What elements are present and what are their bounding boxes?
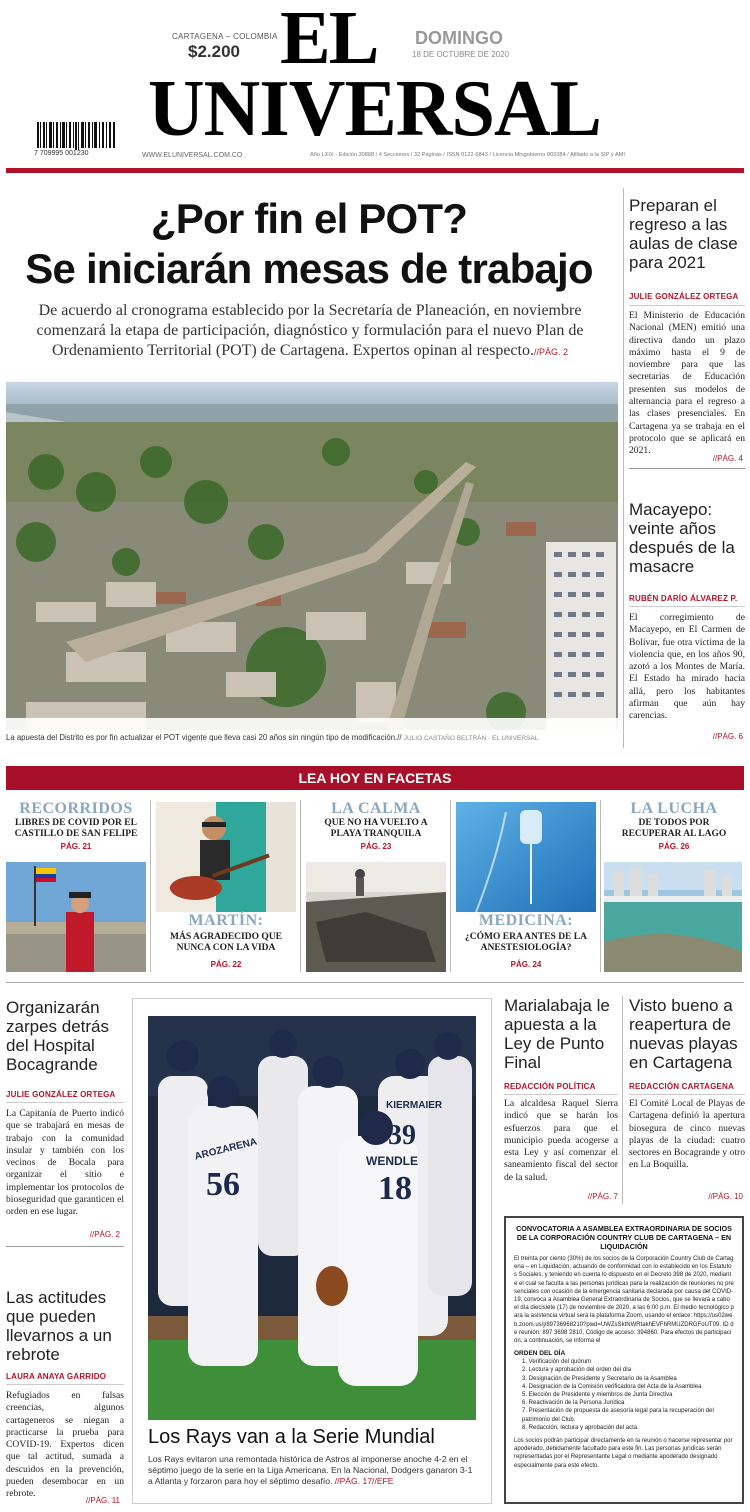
mid-story1-page[interactable]: //PÁG. 7 [587, 1192, 618, 1201]
facet-title: LA CALMA [331, 800, 421, 817]
left-story2-byline: LAURA ANAYA GARRIDO [6, 1372, 107, 1381]
jersey-name-wendle: WENDLE [366, 1154, 418, 1168]
notice-agenda-item: 4. Designación de la Comisión verificadora del Acta de la Asamblea [522, 1383, 702, 1390]
mid-story1-byline: REDACCIÓN POLÍTICA [504, 1082, 596, 1091]
left-story2-title[interactable]: Las actitudes que pueden llevarnos a un rebrote [6, 1288, 112, 1364]
jersey-56: 56 [206, 1166, 240, 1203]
mid-story2-title[interactable]: Visto bueno a reapertura de nuevas playas en Cartagena [629, 996, 738, 1072]
barcode [36, 122, 116, 150]
mid-story1-title[interactable]: Marialabaja le apuesta a la Ley de Punto Final [504, 996, 610, 1072]
masthead-rule [6, 168, 744, 173]
masthead-logo-bottom: UNIVERSAL [148, 65, 601, 153]
jersey-39: 39 [388, 1120, 416, 1151]
right-col-divider [623, 188, 624, 748]
sports-body [148, 1454, 478, 1487]
left-story1-rule [6, 1102, 124, 1103]
facet-recorridos[interactable] [6, 798, 146, 974]
facet-title: RECORRIDOS [19, 800, 133, 817]
right-story1-title[interactable]: Preparan el regreso a las aulas de clase para 2021 [629, 196, 738, 272]
facet-page: PÁG. 23 [360, 842, 392, 851]
jersey-18: 18 [378, 1170, 412, 1207]
right-story1-byline: JULIE GONZÁLEZ ORTEGA [629, 292, 739, 301]
barcode-graphic [36, 122, 116, 150]
facet-photo-beach [306, 862, 446, 972]
facet-page: PÁG. 21 [60, 842, 92, 851]
right-story2-byline: RUBÉN DARÍO ÁLVAREZ P. [629, 594, 738, 603]
facet-page: PÁG. 24 [510, 960, 542, 969]
lead-photo-caption [6, 733, 618, 742]
facet-title: LA LUCHA [630, 800, 718, 817]
notice-agenda-item: 2. Lectura y aprobación del orden del día [522, 1367, 632, 1374]
lead-deck [20, 301, 600, 362]
facet-page: PÁG. 26 [658, 842, 690, 851]
jersey-name-kiermaier: KIERMAIER [386, 1100, 443, 1111]
sports-body-text: Los Rays evitaron una remontada histórica de Astros al imponerse anoche 4-2 en el séptimo juego de la serie en la Liga Americana. En la Nacional, Dodgers ganaron 3-1 a Atlanta y forzaron para hoy el séptimo desafío. [148, 1454, 473, 1486]
facet-photo-musician [156, 802, 296, 912]
notice-intro: El treinta por ciento (30%) de los socios de la Corporación Country Club de Cartagena – en Liquidación, actuando de conformidad con lo establecido en los Estatutos Sociales, y teniendo en cuenta lo dispuesto en el Decreto 398 de 2020, mediante el cual se faculta a las personas jurídicas para la realización de reuniones no presenciales con ocasión de la emergencia sanitaria declarada por causa del COVID-19, convoca a Asamblea General Extraordinaria de Socios, que se llevará a cabo el día diecisiete (17) de noviembre de 2020, a las 6:00 p.m. El medio tecnológico para la asistencia virtual será la plataforma Zoom, usando el enlace: https://us02web.zoom.us/j/89736968210?pwd=UWZsSktNWRtakhEVFhRMUZDRGFoUT09, ID de reunión: 897 3698 2810, Código de acceso: 394860. Para efectos de participación, a continuación, se informa el [514, 1256, 734, 1345]
facet-subtitle: ¿CÓMO ERA ANTES DE LA ANESTESIOLOGÍA? [465, 932, 587, 953]
masthead-logo-top: EL [280, 0, 378, 80]
lead-deck-text: De acuerdo al cronograma establecido por la Secretaría de Planeación, en noviembre comenzará la etapa de participación, diagnóstico y formulación para el nuevo Plan de Ordenamiento Territorial (POT) de Cartagena. Expertos opinan al respecto. [36, 302, 584, 359]
facet-photo-iv-drip [456, 802, 596, 912]
masthead-city: CARTAGENA – COLOMBIA [172, 32, 278, 41]
facet-title: MEDICINA: [478, 912, 574, 929]
jersey-name-arozarena: AROZARENA [193, 1136, 259, 1163]
left-story2-body: Refugiados en falsas creencias, algunos cartageneros se niegan a practicarse la prueba para COVID-19. Expertos dicen que tal actitud, sumada a descuidos en la prevención, pueden desembocar en un rebrote. [6, 1390, 124, 1500]
notice-title: CONVOCATORIA A ASAMBLEA EXTRAORDINARIA DE SOCIOS DE LA CORPORACIÓN COUNTRY CLUB DE CARTAGENA – EN LIQUIDACIÓN [516, 1224, 732, 1251]
notice-agenda-item: 8. Redacción, lectura y aprobación del acta. [522, 1424, 639, 1431]
facet-subtitle: DE TODOS POR RECUPERAR AL LAGO [621, 818, 727, 839]
right-story1-body: El Ministerio de Educación Nacional (MEN) emitió una directiva dando un plazo máximo hasta el 9 de noviembre para que las secretarías de Educación presenten sus modelos de alternancia para el regreso a las clases presenciales. En Cartagena ya se trabaja en el protocolo que se aplicará en 2021. [629, 310, 745, 457]
right-story1-page[interactable]: //PÁG. 4 [712, 454, 743, 463]
lead-headline-2[interactable]: Se iniciarán mesas de trabajo [25, 245, 593, 292]
facetas-banner[interactable]: LEA HOY EN FACETAS [6, 766, 744, 790]
facet-la-lucha[interactable] [604, 798, 744, 974]
facet-subtitle: QUE NO HA VUELTO A PLAYA TRANQUILA [324, 818, 428, 839]
right-story-separator [629, 468, 745, 469]
assembly-notice [504, 1216, 744, 1504]
notice-agenda-item: 5. Elección de Presidente y miembros de Junta Directiva [522, 1392, 673, 1399]
facet-la-calma[interactable] [306, 798, 446, 974]
left-story-separator [6, 1246, 124, 1247]
barcode-number: 7 709995 001230 [34, 150, 89, 157]
right-story2-body: El corregimiento de Macayepo, en El Carmen de Bolívar, fue otra víctima de la violencia que, en los años 90, azotó a los Montes de María. El Estado ha mirado hacia allá, pero los habitantes afirman que aún hay carencias. [629, 612, 745, 722]
facet-photo-castle [6, 862, 146, 972]
right-story2-page[interactable]: //PÁG. 6 [712, 732, 743, 741]
notice-footer: Los socios podrán participar directamente en la reunión o hacerse representar por apoderado, debidamente facultado para este fin. Las personas jurídicas serán representadas por el Representante Legal o mediante apoderado designado especialmente para este efecto. [514, 1438, 733, 1469]
facet-photo-lake [604, 862, 742, 972]
sports-headline[interactable]: Los Rays van a la Serie Mundial [148, 1426, 435, 1448]
masthead-edition-info: Año LXIX - Edición 30888 / 4 Secciones / 32 Páginas / ISSN 0122-6843 / Licencia Mingobierno 003384 / Afiliado a la SIP y AMI [310, 152, 625, 158]
masthead-price: $2.200 [188, 42, 240, 61]
masthead-date: 18 DE OCTUBRE DE 2020 [412, 50, 509, 59]
facet-divider-3 [450, 800, 451, 972]
facetas-bottom-rule [6, 982, 744, 983]
mid-story2-rule [629, 1094, 745, 1095]
right-story2-title[interactable]: Macayepo: veinte años después de la masacre [629, 500, 735, 576]
facet-subtitle: LIBRES DE COVID POR EL CASTILLO DE SAN FELIPE [14, 818, 138, 839]
mid-divider [622, 996, 623, 1204]
facet-subtitle: MÁS AGRADECIDO QUE NUNCA CON LA VIDA [170, 932, 282, 953]
facet-page: PÁG. 22 [210, 960, 242, 969]
mid-story2-body: El Comité Local de Playas de Cartagena definió la apertura biosegura de cinco nuevas playas de la ciudad: cuatro sectores en Bocagrande y otro en La Boquilla. [629, 1098, 745, 1171]
left-story1-body: La Capitanía de Puerto indicó que se trabajará en mesas de trabajo con la comunidad insular y también con los vecinos de Bocala para organizar el sitio e implementar los protocolos de bioseguridad que garanticen el orden en ese lugar. [6, 1108, 124, 1218]
aerial-city-illustration [6, 382, 618, 730]
facet-martin[interactable] [156, 798, 296, 974]
notice-agenda-item: 7. Presentación de propuesta de asesoría legal para la recuperación del patrimonio del Club. [522, 1408, 714, 1423]
masthead-day: DOMINGO [415, 28, 503, 48]
left-story2-rule [6, 1384, 124, 1385]
facet-title: MARTÍN: [188, 912, 264, 929]
mid-story1-body: La alcaldesa Raquel Sierra indicó que se harán los esfuerzos para que el municipio pueda acogerse a esta Ley y así comenzar el saneamiento fiscal del sector de la salud. [504, 1098, 618, 1183]
right-story2-rule [629, 606, 745, 607]
mid-story2-page[interactable]: //PÁG. 10 [708, 1192, 743, 1201]
mid-story1-rule [504, 1094, 618, 1095]
facet-medicina[interactable] [456, 798, 596, 974]
facet-divider-2 [300, 800, 301, 972]
notice-agenda-item: 1. Verificación del quórum [522, 1359, 592, 1366]
facet-divider-1 [150, 800, 151, 972]
lead-headline-1[interactable]: ¿Por fin el POT? [150, 195, 468, 242]
lead-deck-ref[interactable]: //PÁG. 2 [533, 347, 568, 357]
left-story1-byline: JULIE GONZÁLEZ ORTEGA [6, 1090, 116, 1099]
notice-agenda-item: 3. Designación de Presidente y Secretario de la Asamblea [522, 1375, 677, 1382]
sports-photo[interactable] [148, 1016, 476, 1420]
left-story1-title[interactable]: Organizarán zarpes detrás del Hospital Bocagrande [6, 998, 109, 1074]
notice-agenda-item: 6. Reactivación de la Persona Jurídica [522, 1400, 625, 1407]
mid-story2-byline: REDACCIÓN CARTAGENA [629, 1082, 734, 1091]
left-story1-page[interactable]: //PÁG. 2 [89, 1230, 120, 1239]
lead-photo[interactable] [6, 382, 618, 730]
caption-text: La apuesta del Distrito es por fin actualizar el POT vigente que lleva casi 20 años sin ningún tipo de modificación.// [6, 733, 402, 742]
sports-ref[interactable]: //PÁG. 17//EFE [334, 1476, 394, 1486]
baseball-celebration-illustration [148, 1016, 476, 1420]
facet-divider-4 [600, 800, 601, 972]
masthead-website[interactable]: WWW.ELUNIVERSAL.COM.CO [142, 152, 243, 159]
left-story2-page[interactable]: //PÁG. 11 [85, 1496, 120, 1505]
right-story1-rule [629, 305, 745, 306]
notice-agenda-title: ORDEN DEL DÍA [514, 1350, 566, 1358]
caption-credit: JULIO CASTAÑO BELTRÁN - EL UNIVERSAL [403, 735, 539, 742]
